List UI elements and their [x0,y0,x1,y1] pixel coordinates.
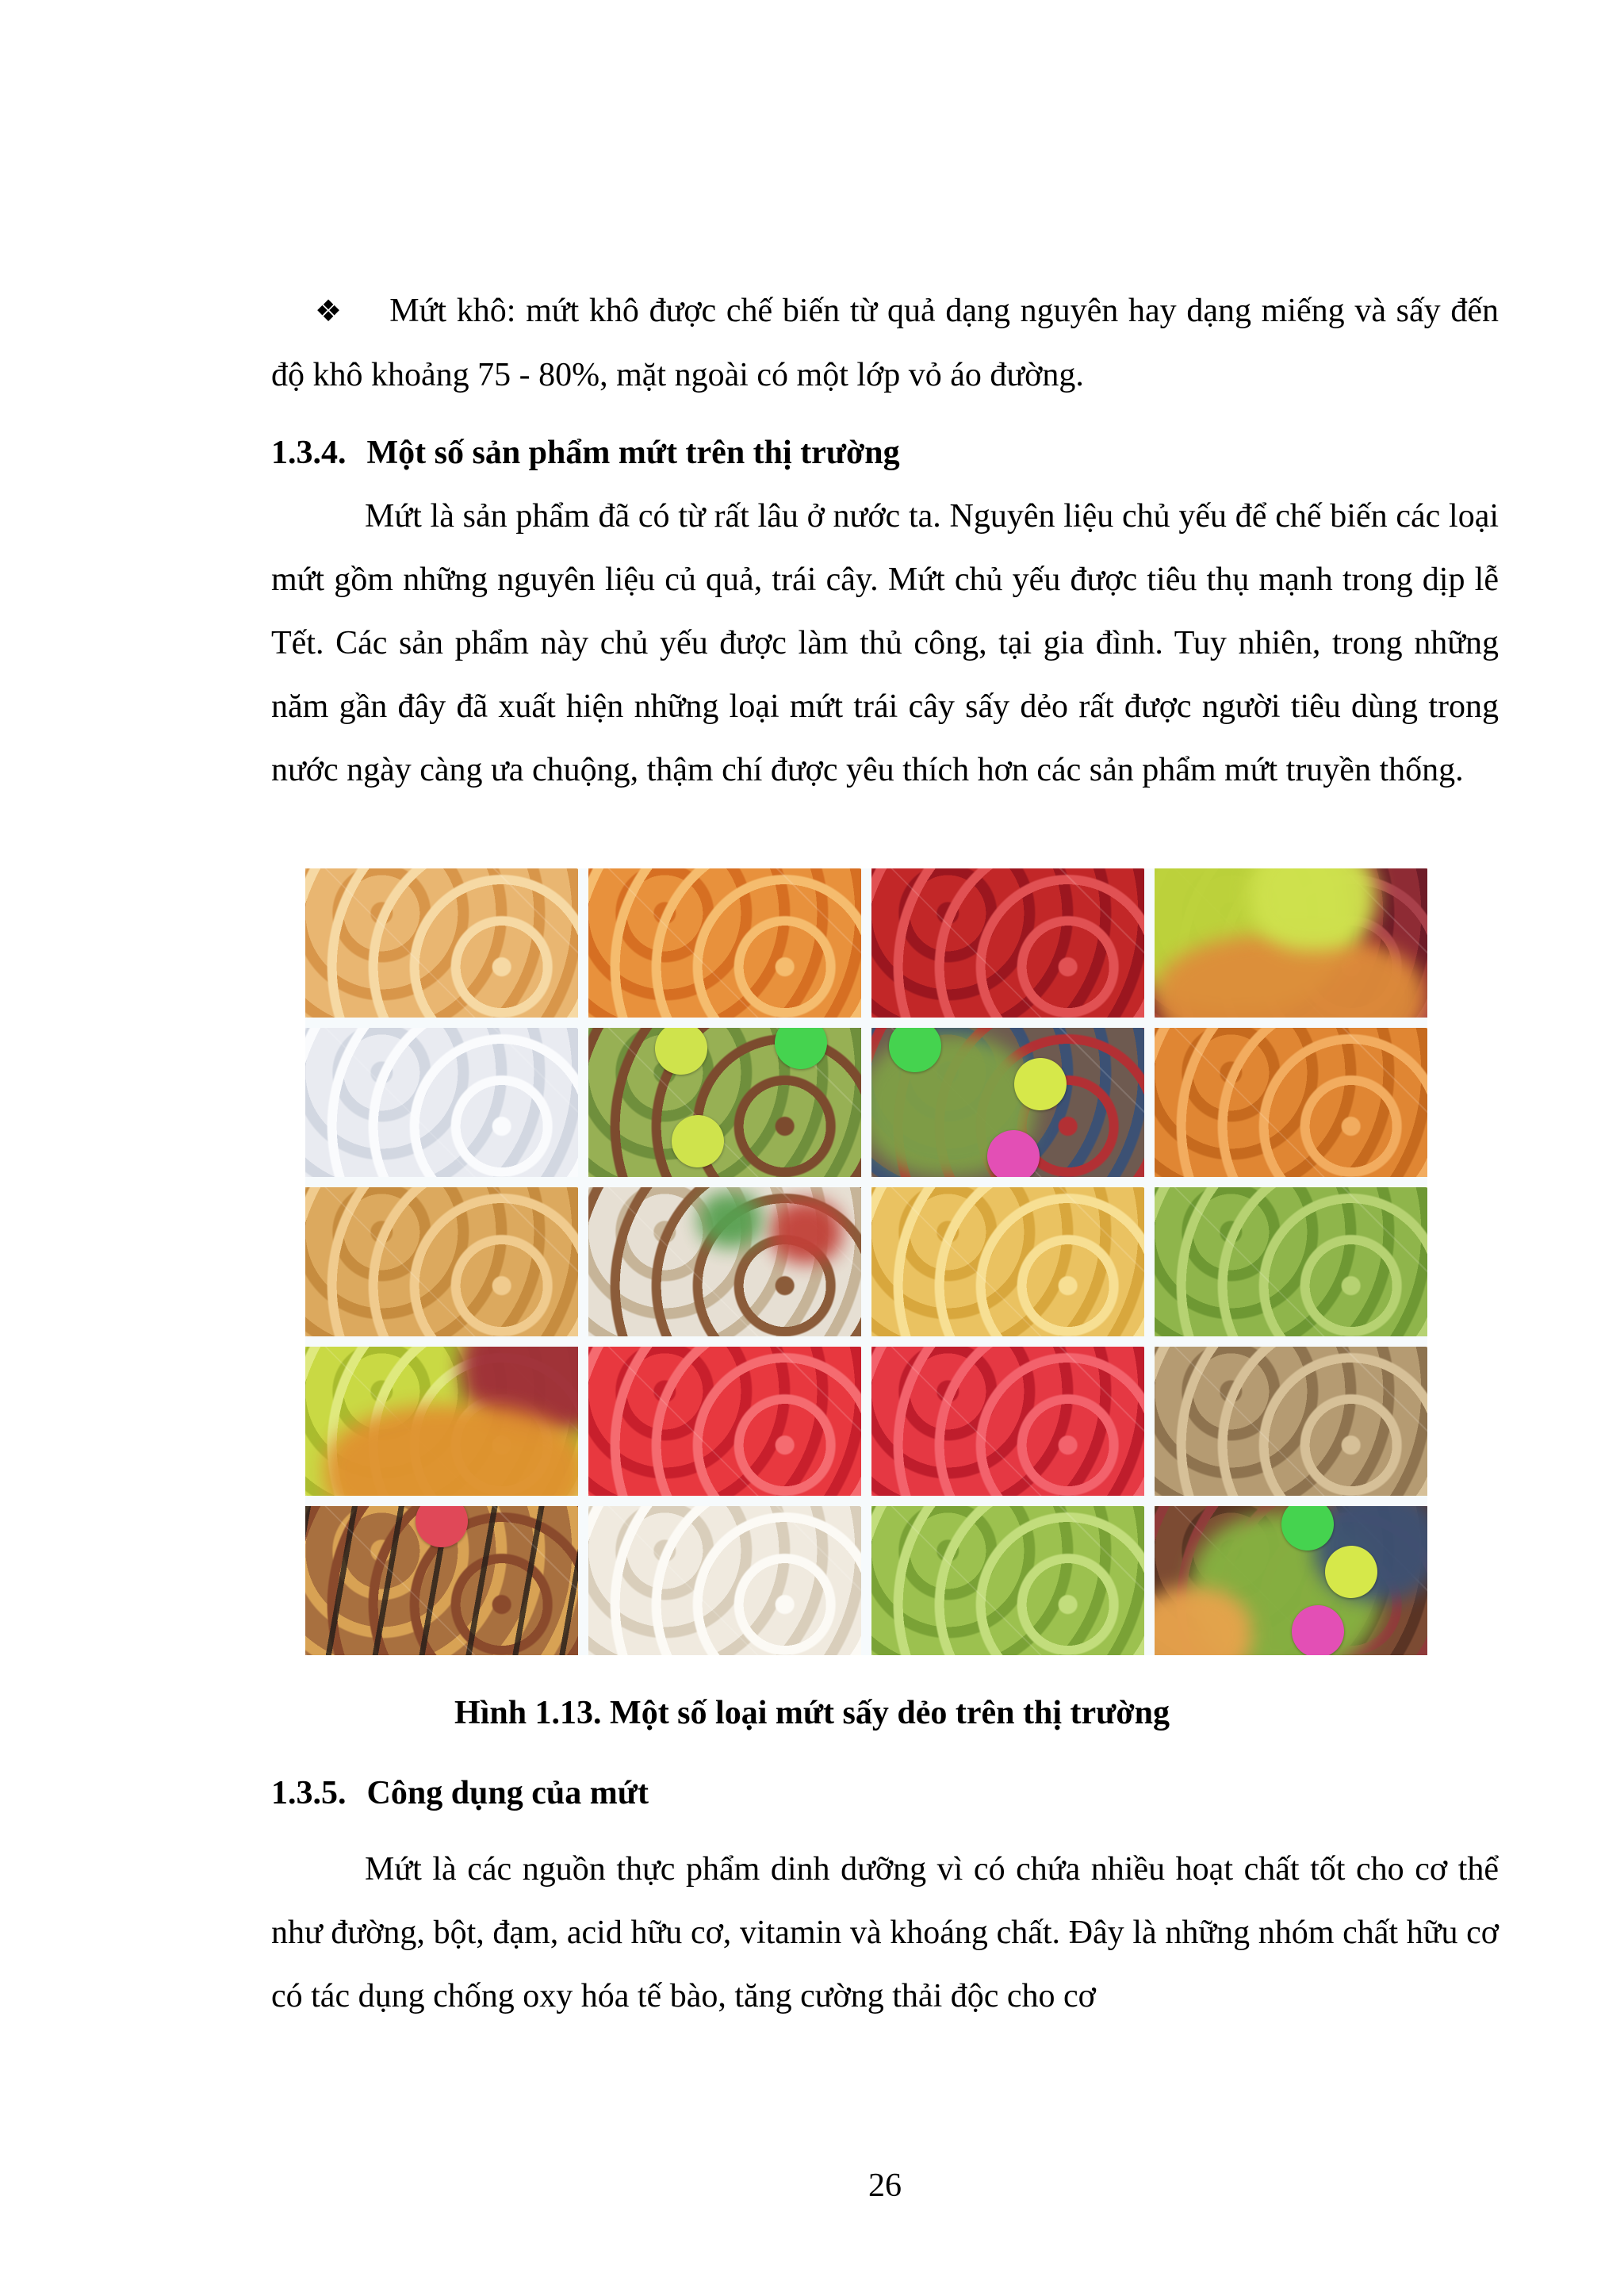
section-1-3-5-paragraph: Mứt là các nguồn thực phẩm dinh dưỡng vì có chứa nhiều hoạt chất tốt cho cơ thể như đường, bột, đạm, acid hữu cơ, vitamin và khoáng chất. Đây là những nhóm chất hữu cơ có tác dụng chống oxy hóa tế bào, tăng cường thải độc cho cơ [271,1851,1499,2014]
price-tag [772,1028,831,1072]
bullet-paragraph-text: Mứt khô: mứt khô được chế biến từ quả dạng nguyên hay dạng miếng và sấy đến độ khô khoảng 75 - 80%, mặt ngoài có một lớp vỏ áo đường. [271,293,1499,393]
section-title: Một số sản phẩm mứt trên thị trường [366,435,900,471]
photo-licorice-sticks-market-stall [305,1506,578,1655]
photo-dried-figs-brown [1155,1347,1427,1496]
photo-texture-patch [771,1200,842,1263]
figure-grid [305,868,1427,1655]
photo-dried-kiwi-slices-green [871,1506,1144,1655]
photo-texture-patch [699,1192,762,1248]
photo-dried-kiwi-green [1155,1187,1427,1336]
photo-dried-mango-strips [588,868,861,1018]
photo-red-candied-papaya-strips-close [871,1347,1144,1496]
figure-caption: Hình 1.13. Một số loại mứt sấy dẻo trên thị trường [454,1695,1170,1731]
section-title: Công dụng của mứt [366,1775,649,1811]
photo-market-mixed-candies [871,1028,1144,1177]
photo-market-green-candied-fruit [588,1028,861,1177]
page-number: 26 [868,2168,902,2204]
photo-coconut-cubes-white [588,1506,861,1655]
photo-red-candied-papaya-strips [588,1347,861,1496]
photo-candied-pomelo-and-apricots [305,1347,578,1496]
photo-dried-apricots-orange [1155,1028,1427,1177]
price-tag [652,1028,711,1079]
photo-coconut-flakes-mixed-fruit [588,1187,861,1336]
section-number: 1.3.5. [271,1775,347,1811]
photo-dried-pineapple-rings [305,868,578,1018]
photo-texture-patch [324,1405,578,1496]
price-tag [412,1506,472,1550]
photo-mixed-pomelo-berries-apricots [1155,868,1427,1018]
diamond-bullet-icon: ❖ [315,295,344,328]
section-number: 1.3.4. [271,435,347,471]
price-tag [668,1112,727,1171]
section-heading-1-3-4 [271,421,1499,485]
photo-candied-pineapple-rings-yellow [871,1187,1144,1336]
photo-banana-chips [305,1187,578,1336]
figure-1-13 [305,868,1427,1655]
bullet-paragraph [271,279,1499,407]
lower-text-block [271,1761,1499,2028]
section-1-3-4-paragraph: Mứt là sản phẩm đã có từ rất lâu ở nước ta. Nguyên liệu chủ yếu để chế biến các loại mứt gồm những nguyên liệu củ quả, trái cây. Mứt chủ yếu được tiêu thụ mạnh trong dịp lễ Tết. Các sản phẩm này chủ yếu được làm thủ công, tại gia đình. Tuy nhiên, trong những năm gần đây đã xuất hiện những loại mứt trái cây sấy dẻo rất được người tiêu dùng trong nước ngày càng ưa chuộng, thậm chí được yêu thích hơn các sản phẩm mứt truyền thống. [271,498,1499,788]
photo-coconut-ribbons-white [305,1028,578,1177]
section-heading-1-3-5 [271,1761,1499,1825]
photo-candied-red-cherries [871,868,1144,1018]
upper-text-block [271,279,1499,802]
photo-market-baskets-mixed-candy [1155,1506,1427,1655]
